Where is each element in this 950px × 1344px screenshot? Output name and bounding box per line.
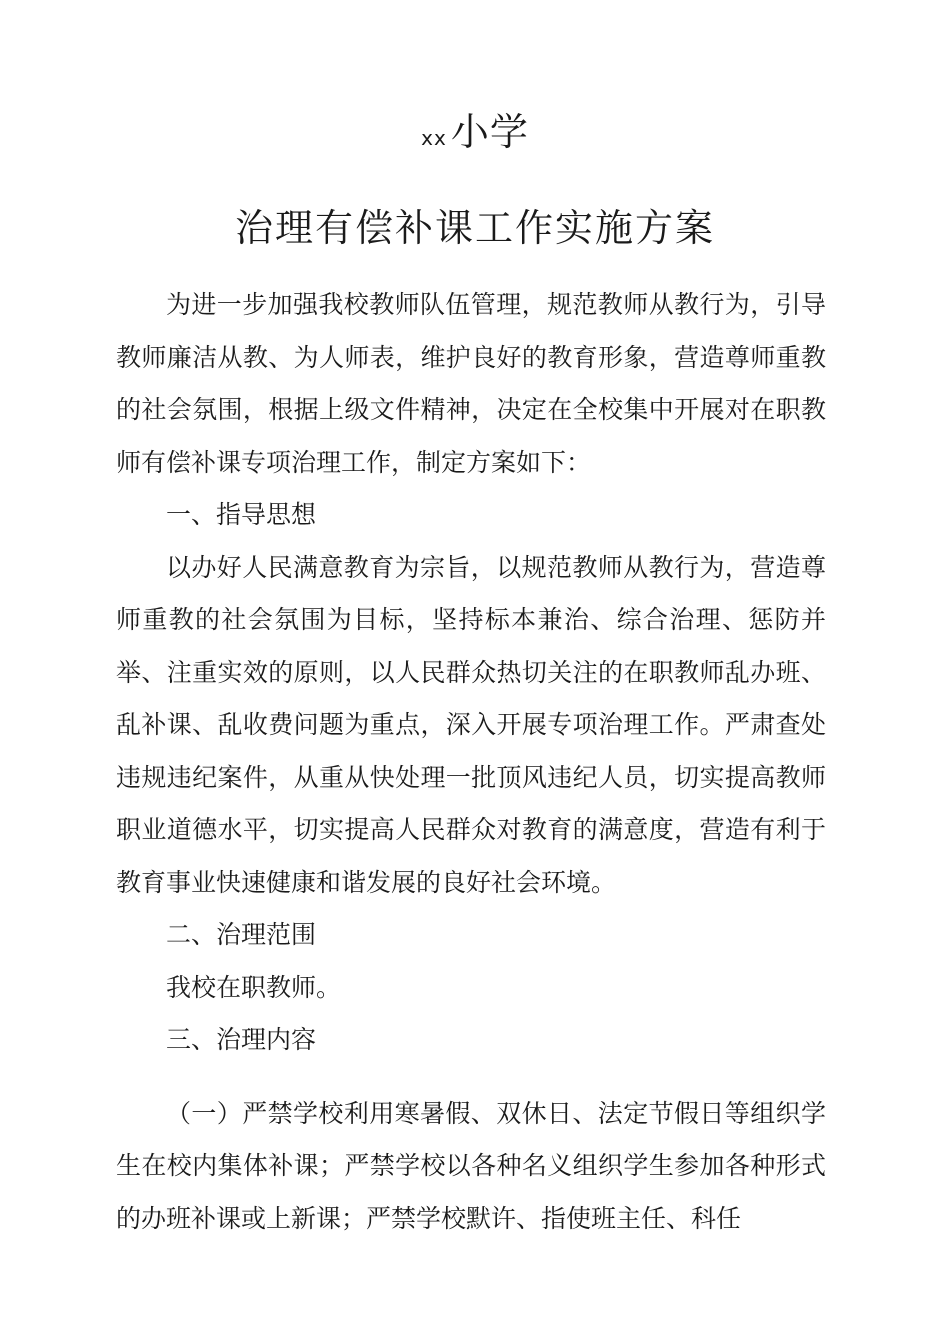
section-heading-guiding-ideology: 一、指导思想 — [166, 500, 317, 529]
intro-paragraph: 为进一步加强我校教师队伍管理，规范教师从教行为，引导教师廉洁从教、为人师表，维护良好的教育形象，营造尊师重教的社会氛围，根据上级文件精神，决定在全校集中开展对在职教师有偿补课专项治理工作，制定方案如下： — [116, 290, 826, 477]
school-title — [0, 108, 950, 162]
content-item-1-paragraph: （一）严禁学校利用寒暑假、双休日、法定节假日等组织学生在校内集体补课；严禁学校以各种名义组织学生参加各种形式的办班补课或上新课；严禁学校默许、指使班主任、科任 — [116, 1098, 826, 1233]
document-body — [116, 279, 826, 1245]
school-name: 小学 — [450, 110, 529, 154]
school-prefix: xx — [421, 126, 447, 150]
section-heading-content: 三、治理内容 — [166, 1025, 317, 1054]
scope-paragraph: 我校在职教师。 — [166, 972, 342, 1002]
document-title: 治理有偿补课工作实施方案 — [234, 206, 715, 250]
section-heading-scope: 二、治理范围 — [166, 920, 317, 949]
guiding-ideology-paragraph: 以办好人民满意教育为宗旨，以规范教师从教行为，营造尊师重教的社会氛围为目标，坚持标本兼治、综合治理、惩防并举、注重实效的原则，以人民群众热切关注的在职教师乱办班、乱补课、乱收费问题为重点，深入开展专项治理工作。严肃查处违规违纪案件，从重从快处理一批顶风违纪人员，切实提高教师职业道德水平，切实提高人民群众对教育的满意度，营造有利于教育事业快速健康和谐发展的良好社会环境。 — [116, 552, 826, 897]
